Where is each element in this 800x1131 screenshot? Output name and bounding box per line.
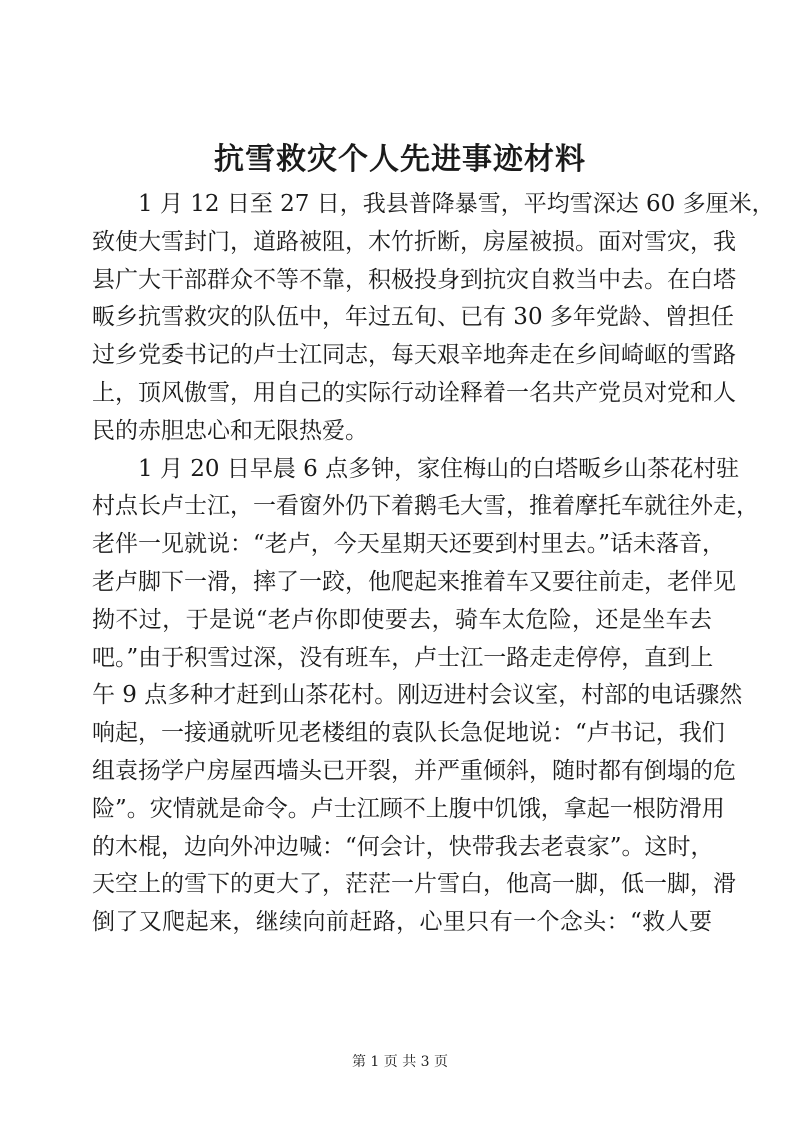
body-line: 响起，一接通就听见老楼组的袁队长急促地说：“卢书记，我们 — [92, 720, 725, 747]
body-line: 天空上的雪下的更大了，茫茫一片雪白，他高一脚，低一脚，滑 — [92, 871, 736, 898]
page-indicator: 第 1 页 共 3 页 — [351, 1054, 449, 1070]
body-line: 倒了又爬起来，继续向前赶路，心里只有一个念头：“救人要 — [92, 909, 712, 936]
body-line: 畈乡抗雪救灾的队伍中，年过五旬、已有 30 多年党龄、曾担任 — [92, 304, 734, 331]
body-line: 吧。”由于积雪过深，没有班车，卢士江一路走走停停，直到上 — [92, 644, 714, 671]
body-line: 老卢脚下一滑，摔了一跤，他爬起来推着车又要往前走，老伴见 — [92, 568, 736, 595]
body-line: 上，顶风傲雪，用自己的实际行动诠释着一名共产党员对党和人 — [92, 379, 736, 406]
body-line: 1 月 20 日早晨 6 点多钟，家住梅山的白塔畈乡山茶花村驻 — [138, 455, 740, 482]
body-line: 午 9 点多种才赶到山茶花村。刚迈进村会议室，村部的电话骤然 — [92, 682, 743, 709]
body-line: 民的赤胆忠心和无限热爱。 — [92, 417, 368, 444]
body-line: 过乡党委书记的卢士江同志，每天艰辛地奔走在乡间崎岖的雪路 — [92, 342, 736, 369]
body-line: 拗不过，于是说“老卢你即使要去，骑车太危险，还是坐车去 — [92, 606, 712, 633]
body-line: 的木棍，边向外冲边喊：“何会计，快带我去老袁家”。这时， — [92, 833, 714, 860]
document-title: 抗雪救灾个人先进事迹材料 — [214, 142, 586, 177]
body-line: 老伴一见就说：“老卢，今天星期天还要到村里去。”话未落音， — [92, 531, 726, 558]
body-line: 村点长卢士江，一看窗外仍下着鹅毛大雪，推着摩托车就往外走， — [92, 493, 759, 520]
body-line: 险”。灾情就是命令。卢士江顾不上腹中饥饿，拿起一根防滑用 — [92, 795, 725, 822]
body-line: 组袁扬学户房屋西墙头已开裂，并严重倾斜，随时都有倒塌的危 — [92, 757, 736, 784]
body-line: 致使大雪封门，道路被阻，木竹折断，房屋被损。面对雪灾，我 — [92, 228, 736, 255]
document-body — [92, 186, 775, 942]
body-line: 1 月 12 日至 27 日，我县普降暴雪，平均雪深达 60 多厘米， — [138, 191, 775, 217]
body-line: 县广大干部群众不等不靠，积极投身到抗灾自救当中去。在白塔 — [92, 266, 736, 293]
